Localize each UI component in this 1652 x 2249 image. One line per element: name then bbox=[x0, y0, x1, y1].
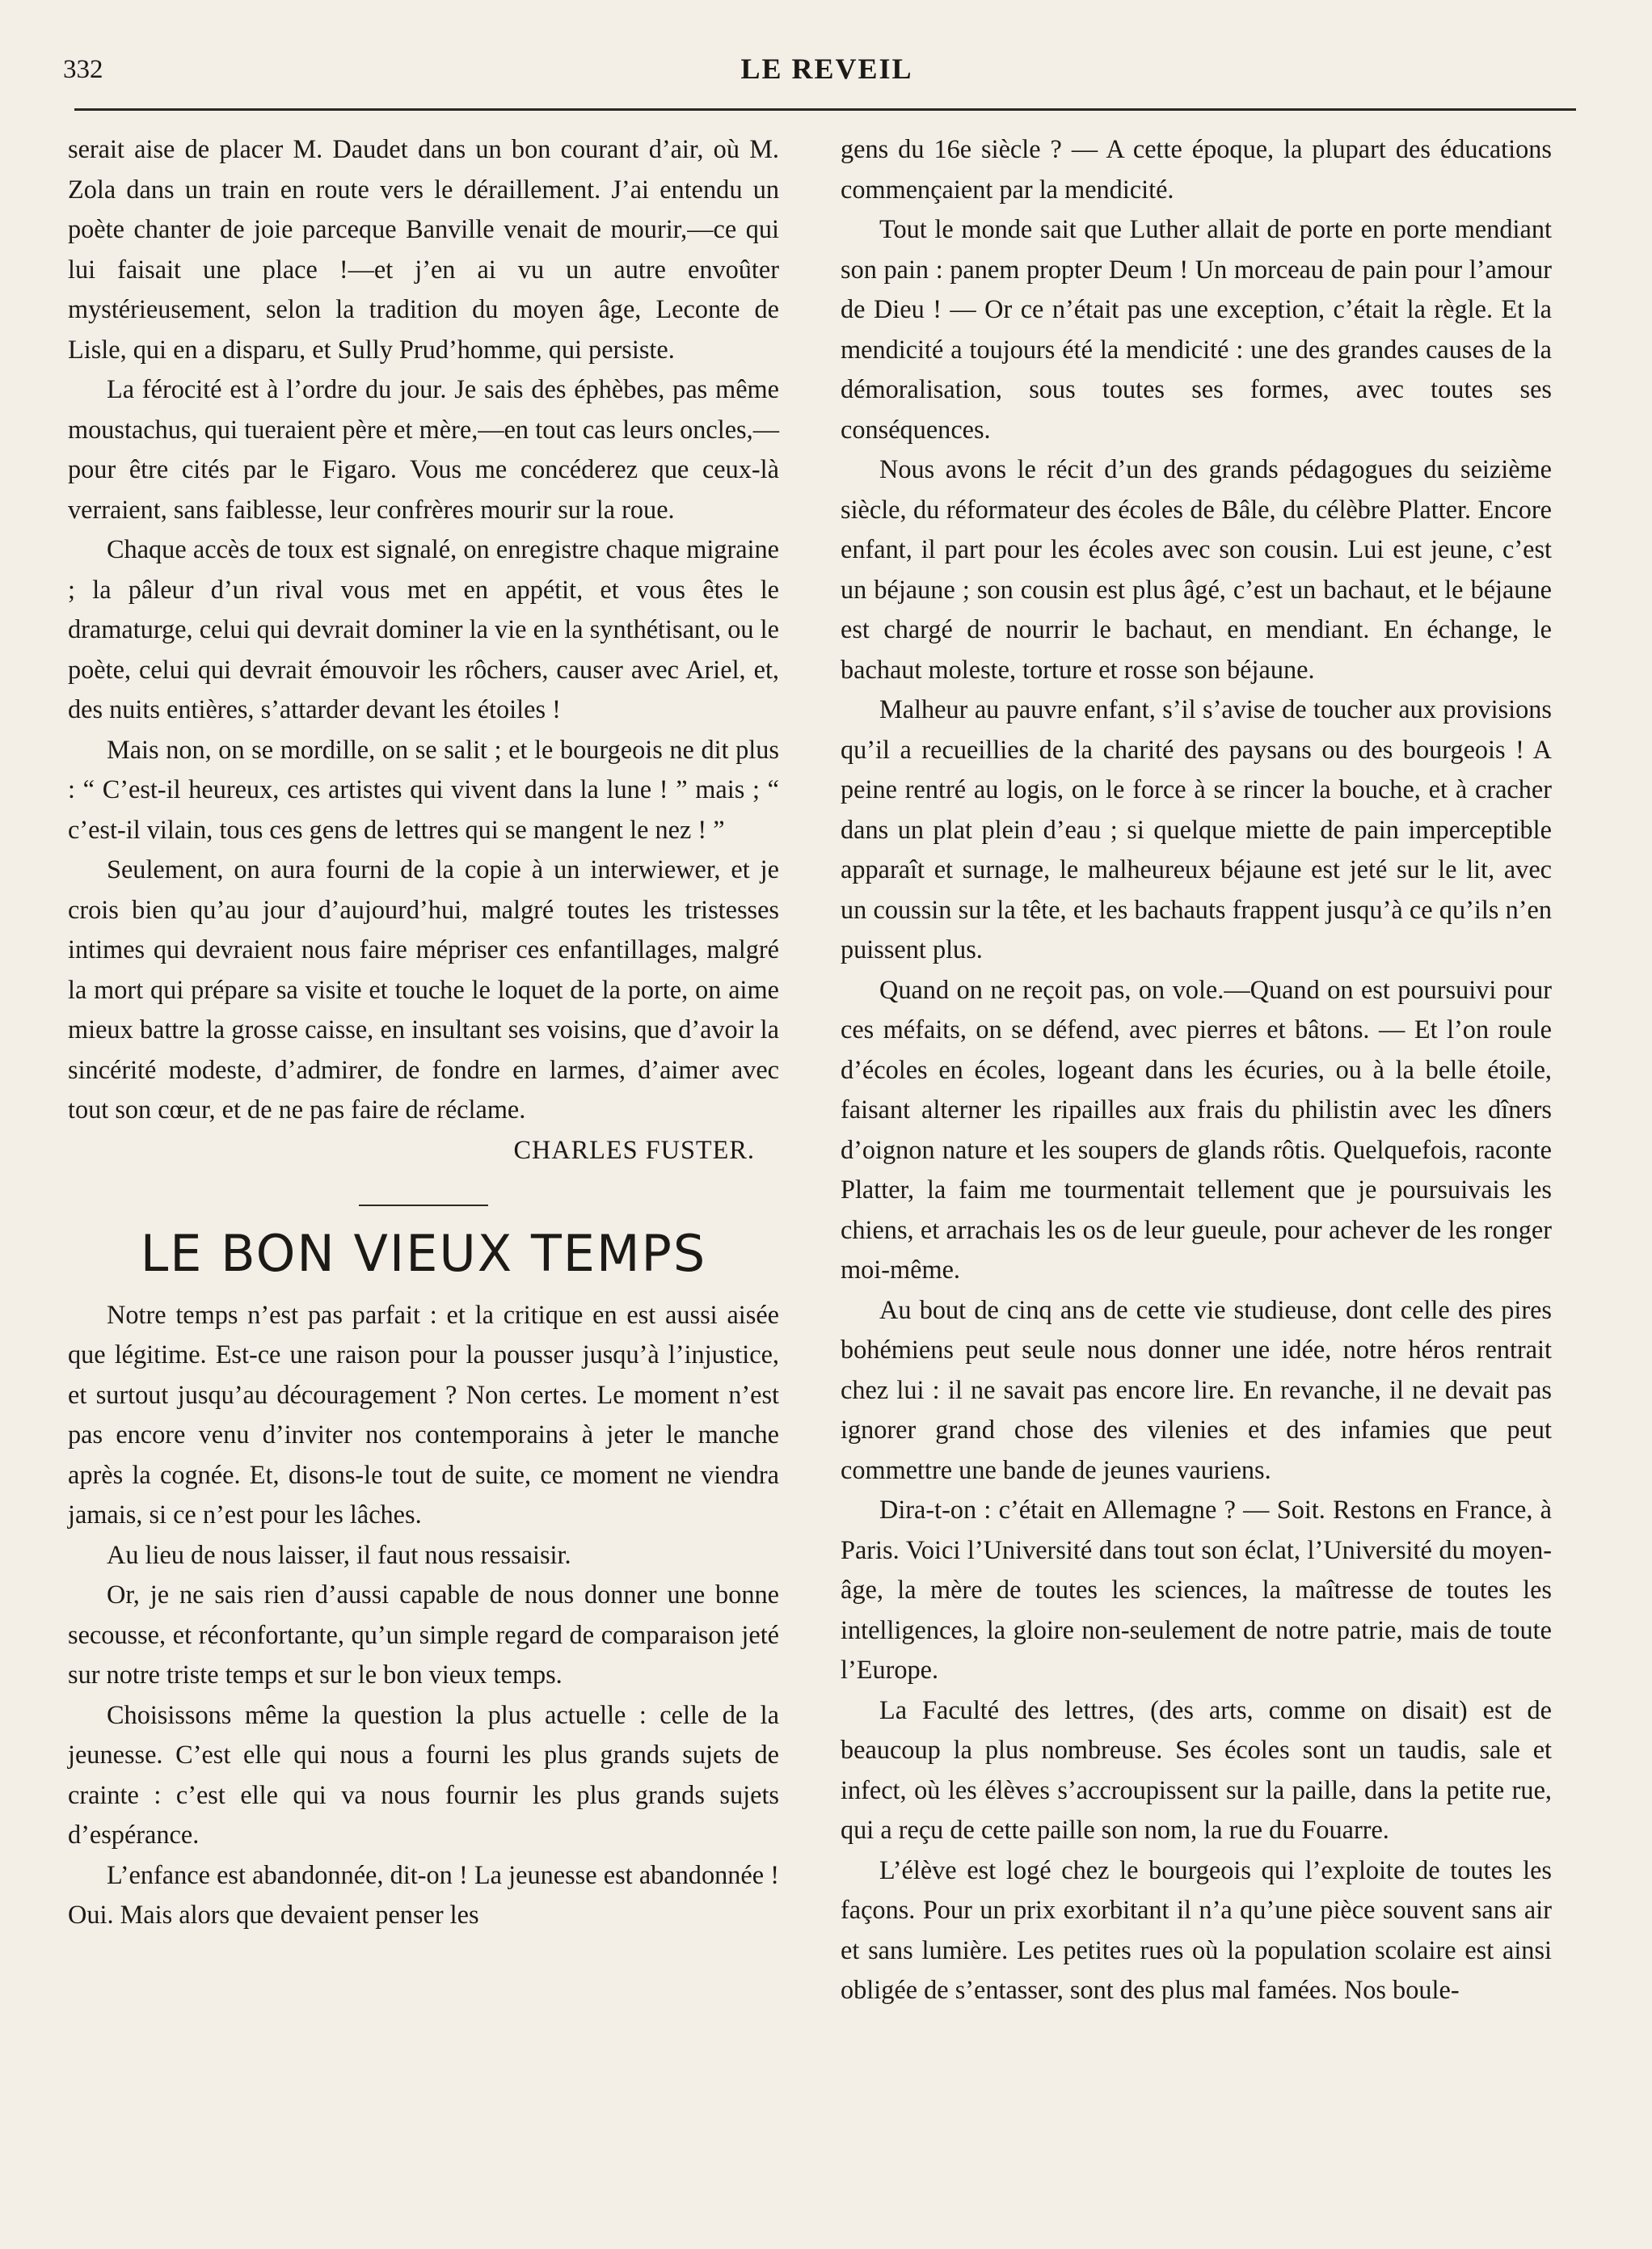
article2-paragraph: Tout le monde sait que Luther allait de porte en porte mendiant son pain : panem propter Deum ! Un morceau de pain pour l’amour de Dieu ! — Or ce n’était pas une exception, c’était la règle. Et la mendicité a toujours été la mendicité : une des grandes causes de la démoralisation, sous toutes ses formes, avec toutes ses conséquences. bbox=[841, 214, 1552, 444]
author-signature: CHARLES FUSTER. bbox=[513, 1134, 755, 1164]
article2-paragraph: Au bout de cinq ans de cette vie studieuse, dont celle des pires bohémiens peut seule nous donner une idée, notre héros rentrait chez lui : il ne savait pas encore lire. En revanche, il ne devait pas ignorer grand chose des vilenies et des infamies que peut commettre une bande de jeunes vauriens. bbox=[841, 1294, 1552, 1484]
article1-paragraph: La férocité est à l’ordre du jour. Je sais des éphèbes, pas même moustachus, qui tueraient père et mère,—en tout cas leurs oncles,—pour être cités par le Figaro. Vous me concéderez que ceux-là verraient, sans faiblesse, leur confrères mourir sur la roue. bbox=[68, 374, 779, 524]
article2-paragraph: Choisissons même la question la plus actuelle : celle de la jeunesse. C’est elle qui nous a fourni les plus grands sujets de crainte : c’est elle qui va nous fournir les plus grands sujets d’espérance. bbox=[68, 1699, 779, 1849]
article2-paragraph: Dira-t-on : c’était en Allemagne ? — Soit. Restons en France, à Paris. Voici l’Université dans tout son éclat, l’Université du moyen-âge, la mère de toutes les sciences, la maîtresse de toutes les intelligences, la gloire non-seulement de notre patrie, mais de toute l’Europe. bbox=[841, 1495, 1552, 1684]
article2-paragraph: Nous avons le récit d’un des grands pédagogues du seizième siècle, du réformateur des écoles de Bâle, du célèbre Platter. Encore enfant, il part pour les écoles avec son cousin. Lui est jeune, c’est un béjaune ; son cousin est plus âgé, c’est un bachaut, et le béjaune est chargé de nourrir le bachaut, en mendiant. En échange, le bachaut moleste, torture et rosse son béjaune. bbox=[841, 454, 1552, 684]
article2-paragraph: Au lieu de nous laisser, il faut nous ressaisir. bbox=[107, 1539, 571, 1569]
article1-paragraph: Seulement, on aura fourni de la copie à un interwiewer, et je crois bien qu’au jour d’aujourd’hui, malgré toutes les tristesses intimes qui devraient nous faire mépriser ces enfantillages, malgré la mort qui prépare sa visite et touche le loquet de la porte, on aime mieux battre la grosse caisse, en insultant ses voisins, que d’avoir la sincérité modeste, d’admirer, de fondre en larmes, d’aimer avec tout son cœur, et de ne pas faire de réclame. bbox=[68, 854, 779, 1124]
article2-title: LE BON VIEUX TEMPS bbox=[140, 1223, 707, 1283]
left-column bbox=[68, 129, 779, 1935]
article1-paragraph: serait aise de placer M. Daudet dans un bon courant d’air, où M. Zola dans un train en route vers le déraillement. J’ai entendu un poète chanter de joie parceque Banville venait de mourir,—ce qui lui faisait une place !—et j’en ai vu un autre envoûter mystérieusement, selon la tradition du moyen âge, Leconte de Lisle, qui en a disparu, et Sully Prud’homme, qui persiste. bbox=[68, 134, 779, 364]
page-header bbox=[63, 47, 1591, 87]
article1-paragraph: Mais non, on se mordille, on se salit ; et le bourgeois ne dit plus : “ C’est-il heureux, ces artistes qui vivent dans la lune ! ” mais ; “ c’est-il vilain, tous ces gens de lettres qui se mangent le nez ! ” bbox=[68, 734, 779, 844]
article2-paragraph: L’enfance est abandonnée, dit-on ! La jeunesse est abandonnée ! Oui. Mais alors que devaient penser les bbox=[68, 1859, 779, 1929]
article1-paragraph: Chaque accès de toux est signalé, on enregistre chaque migraine ; la pâleur d’un rival vous met en appétit, et vous êtes le dramaturge, celui qui devrait dominer la vie en la synthétisant, ou le poète, celui qui devrait émouvoir les rôchers, causer avec Ariel, et, des nuits entières, s’attarder devant les étoiles ! bbox=[68, 534, 779, 724]
article2-paragraph: Quand on ne reçoit pas, on vole.—Quand on est poursuivi pour ces méfaits, on se défend, avec pierres et bâtons. — Et l’on roule d’écoles en écoles, logeant dans les écuries, ou à la belle étoile, faisant alterner les ripailles aux frais du philistin avec les dîners d’oignon nature et les soupers de glands rôtis. Quelquefois, raconte Platter, la faim me tourmentait tellement que je poursuivais les chiens, et arrachais les os de leur gueule, pour achever de les ronger moi-même. bbox=[841, 974, 1552, 1284]
article2-paragraph: Notre temps n’est pas parfait : et la critique en est aussi aisée que légitime. Est-ce une raison pour la pousser jusqu’à l’injustice, et surtout jusqu’au découragement ? Non certes. Le moment n’est pas encore venu d’inviter nos contemporains à jeter le manche après la cognée. Et, disons-le tout de suite, ce moment ne viendra jamais, si ce n’est pour les lâches. bbox=[68, 1299, 779, 1529]
section-divider bbox=[359, 1205, 488, 1206]
page-number: 332 bbox=[63, 55, 103, 84]
article2-paragraph: Malheur au pauvre enfant, s’il s’avise de toucher aux provisions qu’il a recueillies de la charité des paysans ou des bourgeois ! A peine rentré au logis, on le force à se rincer la bouche, et à cracher dans un plat plein d’eau ; si quelque miette de pain imperceptible apparaît et surnage, le malheureux béjaune est jeté sur le lit, avec un coussin sur la tête, et les bachauts frappent jusqu’à ce qu’ils n’en puissent plus. bbox=[841, 694, 1552, 964]
journal-title: LE REVEIL bbox=[740, 53, 913, 85]
article2-paragraph: L’élève est logé chez le bourgeois qui l’exploite de toutes les façons. Pour un prix exorbitant il n’a qu’une pièce souvent sans air et sans lumière. Les petites rues où la population scolaire est ainsi obligée de s’entasser, sont des plus mal famées. Nos boule- bbox=[841, 1854, 1552, 2004]
article2-paragraph: La Faculté des lettres, (des arts, comme on disait) est de beaucoup la plus nombreuse. Ses écoles sont un taudis, sale et infect, où les élèves s’accroupissent sur la paille, dans la petite rue, qui a reçu de cette paille son nom, la rue du Fouarre. bbox=[841, 1694, 1552, 1844]
right-column bbox=[841, 129, 1552, 2011]
article2-paragraph: Or, je ne sais rien d’aussi capable de nous donner une bonne secousse, et réconfortante, qu’un simple regard de comparaison jeté sur notre triste temps et sur le bon vieux temps. bbox=[68, 1580, 779, 1689]
header-rule bbox=[74, 108, 1576, 111]
article2-paragraph: gens du 16e siècle ? — A cette époque, la plupart des éducations commençaient par la mendicité. bbox=[841, 134, 1552, 204]
